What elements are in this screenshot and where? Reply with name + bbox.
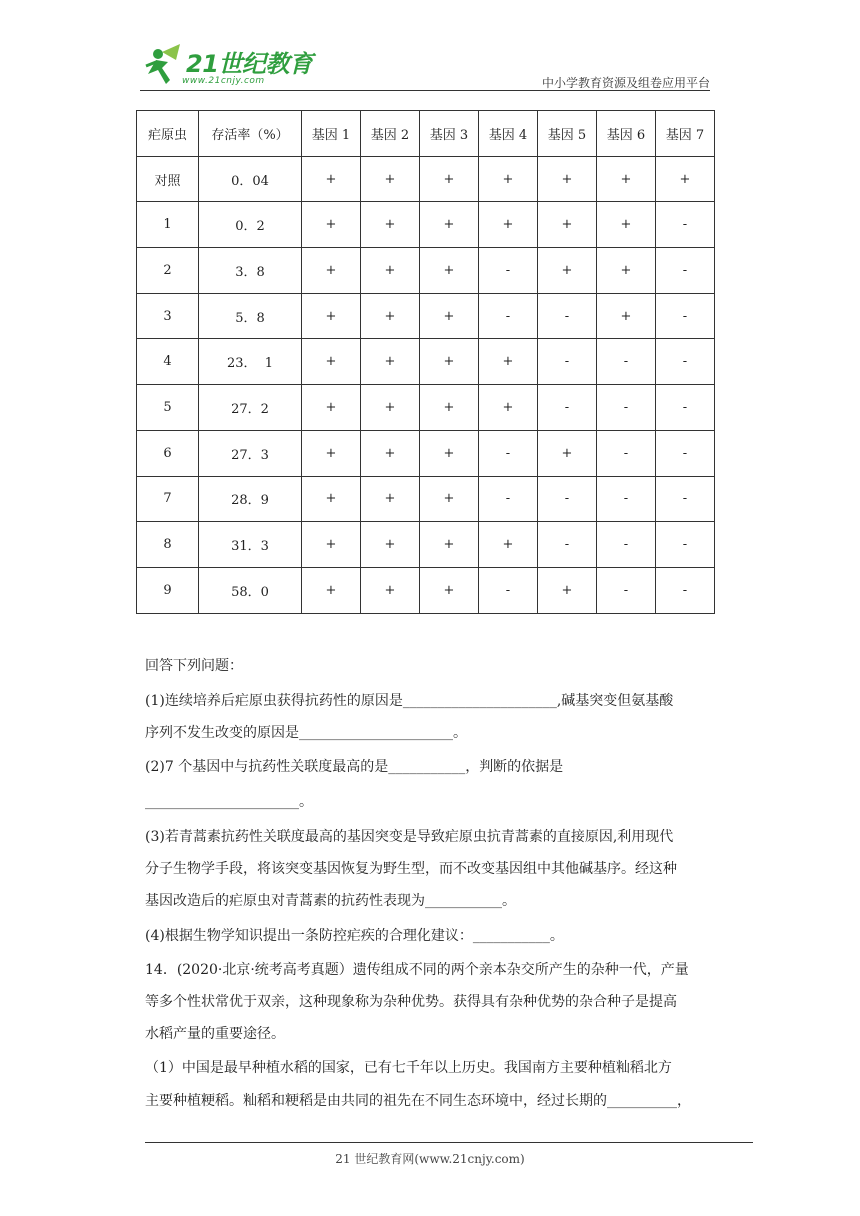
table-cell: + <box>302 156 361 202</box>
table-cell: + <box>479 339 538 385</box>
table-cell: + <box>597 202 656 248</box>
table-cell: 8 <box>137 522 199 568</box>
table-cell: + <box>361 476 420 522</box>
question-3-line-2: 分子生物学手段，将该突变基因恢复为野生型，而不改变基因组中其他碱基序。经这种 <box>145 861 677 877</box>
table-header-cell: 疟原虫 <box>137 111 199 157</box>
table-cell: + <box>302 430 361 476</box>
table-header-cell: 基因 6 <box>597 111 656 157</box>
page-footer: 21 世纪教育网(www.21cnjy.com) <box>335 1152 525 1166</box>
question-1-line-2: 序列不发生改变的原因是______________________。 <box>145 725 467 741</box>
table-row <box>137 522 715 568</box>
table-cell: - <box>656 522 715 568</box>
table-cell: 31．3 <box>199 522 302 568</box>
table-cell: + <box>538 430 597 476</box>
question-3-line-1: (3)若青蒿素抗药性关联度最高的基因突变是导致疟原虫抗青蒿素的直接原因,利用现代 <box>145 829 674 845</box>
table-cell: 7 <box>137 476 199 522</box>
table-cell: + <box>361 248 420 294</box>
table-cell: - <box>538 385 597 431</box>
table-cell: + <box>420 293 479 339</box>
table-row <box>137 248 715 294</box>
logo-text: 21世纪教育 <box>186 50 313 78</box>
table-cell: 23． 1 <box>199 339 302 385</box>
table-cell: + <box>420 430 479 476</box>
table-cell: + <box>361 293 420 339</box>
table-cell: + <box>420 385 479 431</box>
table-cell: + <box>538 567 597 613</box>
table-cell: - <box>538 339 597 385</box>
table-cell: + <box>302 202 361 248</box>
problem-14-line-1: 14．(2020·北京·统考高考真题）遗传组成不同的两个亲本杂交所产生的杂种一代，产量 <box>145 962 689 978</box>
table-header-cell: 存活率（%） <box>199 111 302 157</box>
table-cell: + <box>420 202 479 248</box>
answer-intro: 回答下列问题： <box>145 658 243 674</box>
table-cell: 58．0 <box>199 567 302 613</box>
table-cell: + <box>479 156 538 202</box>
table-cell: 0．2 <box>199 202 302 248</box>
table-cell: + <box>420 476 479 522</box>
table-cell: + <box>361 202 420 248</box>
table-header-cell: 基因 3 <box>420 111 479 157</box>
table-cell: 6 <box>137 430 199 476</box>
table-cell: 3．8 <box>199 248 302 294</box>
table-cell: - <box>597 522 656 568</box>
table-cell: - <box>479 293 538 339</box>
table-cell: - <box>597 567 656 613</box>
table-cell: - <box>656 476 715 522</box>
table-cell: 9 <box>137 567 199 613</box>
table-row <box>137 156 715 202</box>
table-cell: + <box>420 248 479 294</box>
table-row <box>137 202 715 248</box>
table-cell: + <box>597 293 656 339</box>
table-cell: + <box>361 567 420 613</box>
table-cell: - <box>656 430 715 476</box>
table-cell: - <box>479 567 538 613</box>
table-header-cell: 基因 5 <box>538 111 597 157</box>
table-cell: + <box>538 202 597 248</box>
table-header-cell: 基因 7 <box>656 111 715 157</box>
table-cell: 3 <box>137 293 199 339</box>
question-1-line-1: (1)连续培养后疟原虫获得抗药性的原因是______________________,碱基突变但氨基酸 <box>145 693 674 709</box>
page-header <box>140 40 710 92</box>
table-cell: + <box>361 430 420 476</box>
table-cell: - <box>479 476 538 522</box>
table-cell: + <box>361 156 420 202</box>
table-cell: 27．3 <box>199 430 302 476</box>
table-row <box>137 567 715 613</box>
question-2-line-2: ______________________。 <box>145 794 313 810</box>
table-cell: + <box>538 248 597 294</box>
table-cell: - <box>656 248 715 294</box>
header-divider <box>140 90 710 91</box>
table-cell: - <box>656 385 715 431</box>
table-cell: + <box>420 339 479 385</box>
table-row <box>137 430 715 476</box>
problem-14-line-3: 水稻产量的重要途径。 <box>145 1026 285 1042</box>
table-cell: + <box>420 522 479 568</box>
table-cell: + <box>302 339 361 385</box>
table-cell: - <box>538 293 597 339</box>
table-cell: - <box>597 430 656 476</box>
table-cell: 0．04 <box>199 156 302 202</box>
question-4: (4)根据生物学知识提出一条防控疟疾的合理化建议：___________。 <box>145 928 564 944</box>
table-header-cell: 基因 1 <box>302 111 361 157</box>
table-cell: + <box>361 385 420 431</box>
table-cell: 2 <box>137 248 199 294</box>
footer-divider <box>145 1142 753 1143</box>
table-cell: - <box>656 202 715 248</box>
runner-logo-icon <box>140 40 186 90</box>
question-2-line-1: (2)7 个基因中与抗药性关联度最高的是___________，判断的依据是 <box>145 759 564 775</box>
table-header-cell: 基因 2 <box>361 111 420 157</box>
table-cell: 1 <box>137 202 199 248</box>
table-cell: - <box>656 293 715 339</box>
table-cell: + <box>420 156 479 202</box>
table-cell: - <box>597 476 656 522</box>
table-cell: - <box>597 339 656 385</box>
table-cell: - <box>479 248 538 294</box>
table-cell: 4 <box>137 339 199 385</box>
table-cell: + <box>302 522 361 568</box>
table-cell: + <box>361 522 420 568</box>
table-cell: + <box>420 567 479 613</box>
header-tagline: 中小学教育资源及组卷应用平台 <box>541 76 710 90</box>
table-cell: + <box>302 476 361 522</box>
table-cell: + <box>302 293 361 339</box>
table-cell: - <box>656 567 715 613</box>
table-cell: + <box>479 522 538 568</box>
question-3-line-3: 基因改造后的疟原虫对青蒿素的抗药性表现为___________。 <box>145 893 516 909</box>
table-cell: + <box>597 248 656 294</box>
problem-14-sub-1-line-1: （1）中国是最早种植水稻的国家，已有七千年以上历史。我国南方主要种植籼稻北方 <box>145 1060 672 1076</box>
table-row <box>137 476 715 522</box>
table-cell: + <box>302 385 361 431</box>
table-cell: + <box>361 339 420 385</box>
table-cell: - <box>538 476 597 522</box>
logo-url: www.21cnjy.com <box>182 76 265 86</box>
table-cell: - <box>656 339 715 385</box>
table-cell: + <box>538 156 597 202</box>
table-cell: + <box>302 567 361 613</box>
table-row <box>137 385 715 431</box>
problem-14-sub-1-line-2: 主要种植粳稻。籼稻和粳稻是由共同的祖先在不同生态环境中，经过长期的__________， <box>145 1093 691 1109</box>
table-cell: + <box>302 248 361 294</box>
table-row <box>137 339 715 385</box>
problem-14-line-2: 等多个性状常优于双亲，这种现象称为杂种优势。获得具有杂种优势的杂合种子是提高 <box>145 994 677 1010</box>
table-cell: 5．8 <box>199 293 302 339</box>
table-cell: + <box>597 156 656 202</box>
table-cell: - <box>538 522 597 568</box>
table-cell: - <box>479 430 538 476</box>
table-cell: + <box>479 202 538 248</box>
logo <box>140 40 320 92</box>
table-cell: - <box>597 385 656 431</box>
table-cell: 28．9 <box>199 476 302 522</box>
table-cell: 5 <box>137 385 199 431</box>
data-table <box>136 110 715 614</box>
table-cell: 对照 <box>137 156 199 202</box>
table-row <box>137 293 715 339</box>
table-header-row <box>137 111 715 157</box>
table-header-cell: 基因 4 <box>479 111 538 157</box>
table-cell: 27．2 <box>199 385 302 431</box>
table-cell: + <box>656 156 715 202</box>
table-cell: + <box>479 385 538 431</box>
